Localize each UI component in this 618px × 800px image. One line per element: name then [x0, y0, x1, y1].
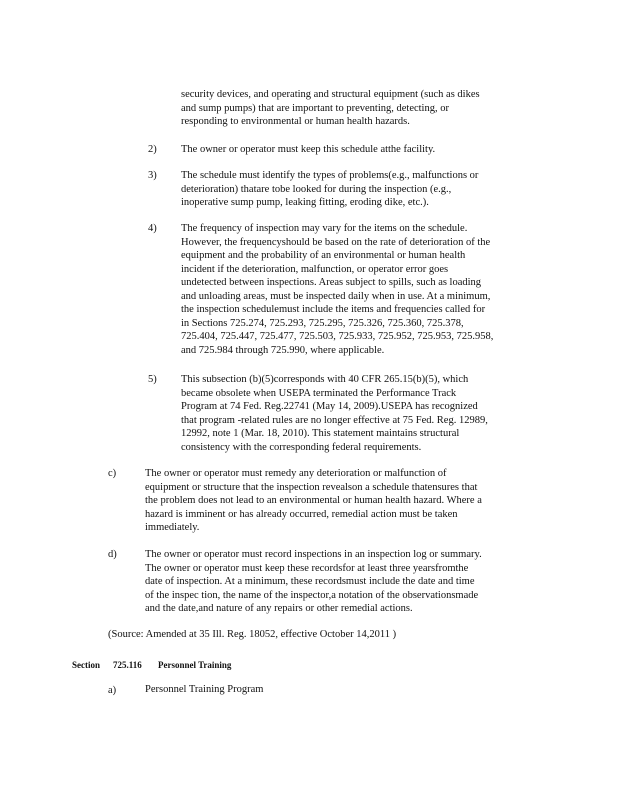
item-d-paragraph [145, 548, 535, 616]
item-c-paragraph [145, 467, 535, 535]
text-line: However, the frequencyshould be based on the rate of deterioration of the [181, 236, 491, 248]
source-note: (Source: Amended at 35 Ill. Reg. 18052, effective October 14,2011 ) [108, 629, 397, 640]
text-line: The owner or operator must keep this schedule atthe facility. [181, 144, 436, 155]
text-line: The owner or operator must record inspections in an inspection log or summary. [145, 549, 482, 560]
item-number: 2) [148, 144, 157, 155]
item-3-paragraph [181, 169, 521, 210]
text-line: The schedule must identify the types of problems(e.g., malfunctions or [181, 170, 479, 181]
item-number: 3) [148, 170, 157, 181]
text-line: equipment or structure that the inspection revealson a schedule thatensures that [145, 481, 478, 493]
text-line: became obsolete when USEPA terminated the Performance Track [181, 387, 457, 399]
item-2-paragraph [181, 143, 521, 157]
item-4-paragraph [181, 222, 536, 357]
item-number: 5) [148, 374, 157, 385]
text-line: undetected between inspections. Areas subject to spills, such as loading [181, 277, 482, 288]
text-line: that program -related rules are no longer effective at 75 Fed. Reg. 12989, [181, 414, 488, 426]
item-number: 4) [148, 223, 157, 234]
continuation-paragraph [181, 88, 521, 129]
text-line: and sump pumps) that are important to preventing, detecting, or [181, 102, 449, 114]
item-letter: a) [108, 685, 117, 696]
text-line: and unloading areas, must be inspected daily when in use. At a minimum, [181, 290, 491, 302]
text-line: This subsection (b)(5)corresponds with 40 CFR 265.15(b)(5), which [181, 374, 469, 385]
text-line: of the inspec tion, the name of the inspector,a notation of the observationsmade [145, 589, 479, 601]
text-line: and 725.984 through 725.990, where applicable. [181, 344, 385, 356]
text-line: equipment and the probability of an environmental or human health [181, 250, 466, 261]
item-5-paragraph [181, 373, 511, 454]
text-line: in Sections 725.274, 725.293, 725.295, 725.326, 725.360, 725.378, [181, 317, 464, 329]
text-line: The owner or operator must remedy any deterioration or malfunction of [145, 468, 447, 479]
text-line: Program at 74 Fed. Reg.22741 (May 14, 2009).USEPA has recognized [181, 401, 478, 412]
text-line: the problem does not lead to an environmental or human health hazard. Where a [145, 495, 482, 506]
text-line: hazard is imminent or has already occurred, remedial action must be taken [145, 508, 458, 520]
text-line: 725.404, 725.447, 725.477, 725.503, 725.933, 725.952, 725.953, 725.958, [181, 331, 494, 342]
text-line: responding to environmental or human health hazards. [181, 116, 410, 127]
text-line: the inspection schedulemust include the items and frequencies called for [181, 304, 486, 315]
item-letter: d) [108, 549, 117, 560]
text-line: consistency with the corresponding federal requirements. [181, 441, 422, 453]
section-title: Personnel Training [158, 660, 232, 670]
text-line: 12992, note 1 (Mar. 18, 2010). This statement maintains structural [181, 428, 460, 439]
item-letter: c) [108, 468, 117, 479]
text-line: The owner or operator must keep these recordsfor at least three yearsfromthe [145, 562, 469, 574]
text-line: inoperative sump pump, leaking fitting, eroding dike, etc.). [181, 197, 429, 208]
item-a-heading: Personnel Training Program [145, 684, 264, 695]
text-line: incident if the deterioration, malfunction, or operator error goes [181, 263, 449, 275]
text-line: immediately. [145, 522, 200, 533]
text-line: The frequency of inspection may vary for the items on the schedule. [181, 223, 468, 234]
text-line: and the date,and nature of any repairs or other remedial actions. [145, 603, 413, 614]
text-line: date of inspection. At a minimum, these recordsmust include the date and time [145, 576, 475, 587]
section-number: 725.116 [113, 660, 142, 670]
section-label: Section [72, 660, 100, 670]
text-line: deterioration) thatare tobe looked for during the inspection (e.g., [181, 183, 452, 195]
text-line: security devices, and operating and structural equipment (such as dikes [181, 89, 480, 100]
